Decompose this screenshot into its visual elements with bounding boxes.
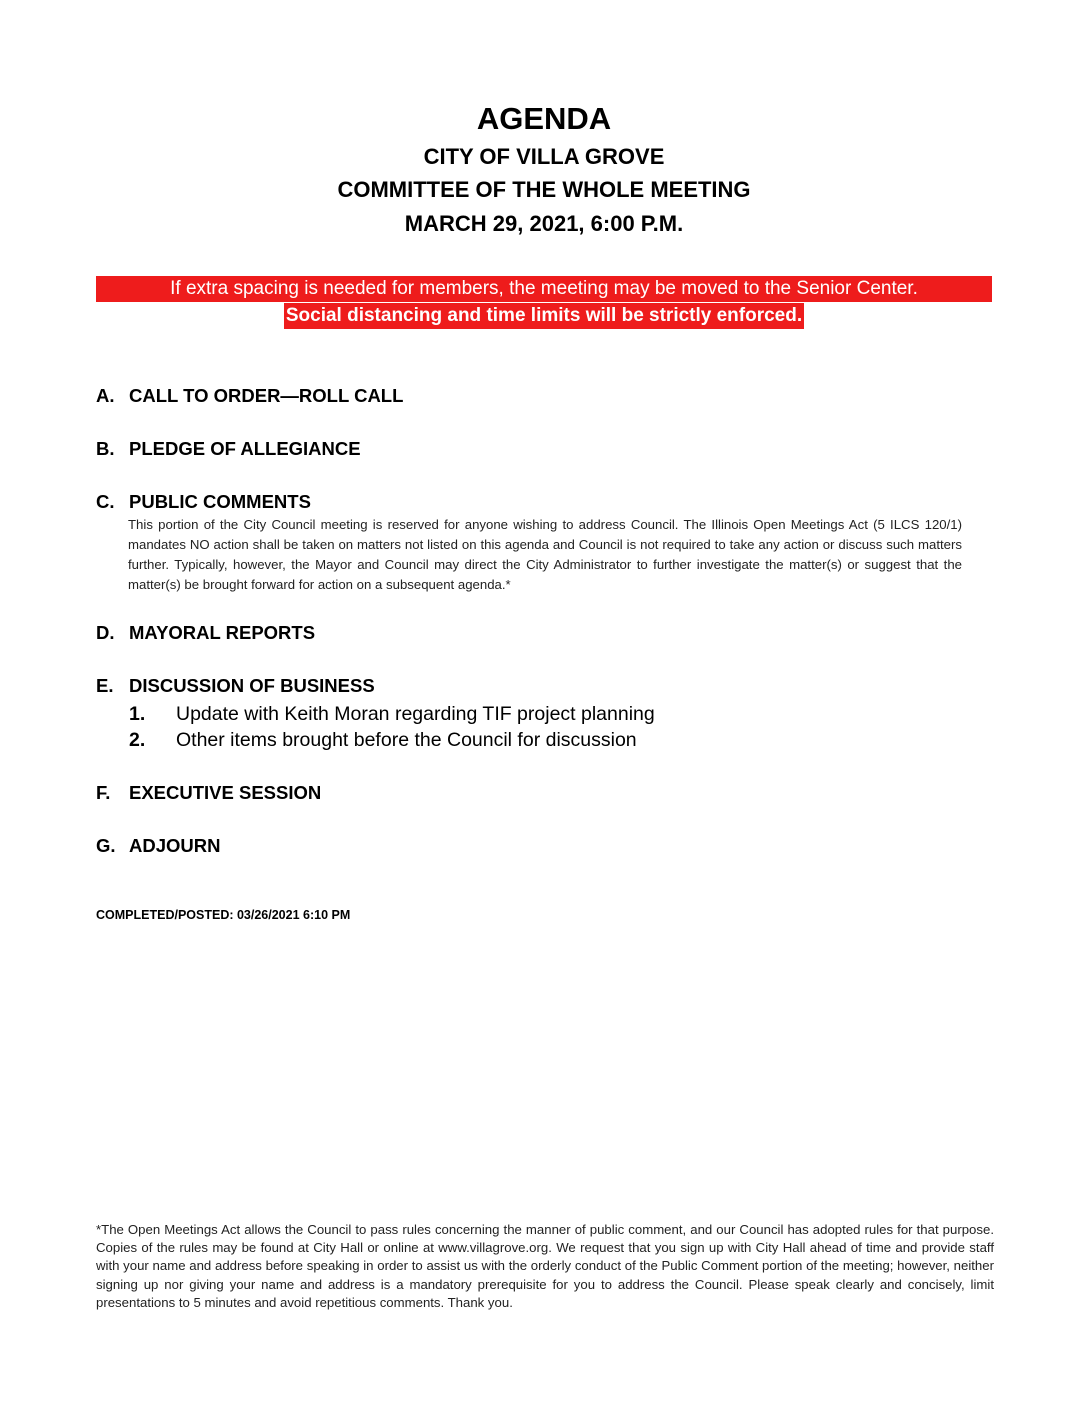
notice-banner-line1: If extra spacing is needed for members, the meeting may be moved to the Senior Center. (96, 276, 992, 302)
public-comments-description: This portion of the City Council meeting is reserved for anyone wishing to address Council. The Illinois Open Meetings Act (5 ILCS 120/1) mandates NO action shall be taken on matters not listed on this agenda and Council is not required to take any action or discuss such matters further. Typically, however, the Mayor and Council may direct the City Administrator to further investigate the matter(s) or suggest that the matter(s) be brought forward for action on a subsequent agenda.* (128, 517, 962, 592)
section-letter: C. (96, 491, 115, 512)
section-letter: G. (96, 835, 116, 856)
agenda-section-d (96, 620, 996, 646)
item-number: 2. (129, 729, 146, 751)
section-heading (96, 620, 996, 646)
meeting-name: COMMITTEE OF THE WHOLE MEETING (337, 177, 751, 202)
section-heading (96, 436, 996, 462)
section-heading (96, 780, 996, 806)
agenda-section-g (96, 833, 996, 859)
section-heading (96, 833, 996, 859)
section-letter: E. (96, 675, 114, 696)
section-letter: B. (96, 438, 115, 459)
list-item (129, 727, 996, 753)
notice-banner-line2-wrap (0, 303, 1088, 329)
agenda-section-c (96, 489, 996, 595)
list-item (129, 701, 996, 727)
section-title: EXECUTIVE SESSION (129, 782, 322, 803)
item-text: Update with Keith Moran regarding TIF project planning (176, 703, 655, 725)
section-title: MAYORAL REPORTS (129, 622, 316, 643)
agenda-section-a (96, 383, 996, 409)
item-number: 1. (129, 703, 146, 725)
item-text: Other items brought before the Council for discussion (176, 729, 637, 751)
section-letter: D. (96, 622, 115, 643)
meeting-date-time: MARCH 29, 2021, 6:00 P.M. (404, 211, 684, 236)
business-items-list (129, 701, 996, 753)
footnote: *The Open Meetings Act allows the Council to pass rules concerning the manner of public comment, and our Council has adopted rules for that purpose. Copies of the rules may be found at City Hall or online at www.villagrove.org. We request that you sign up with City Hall ahead of time and provide staff with your name and address before speaking in order to assist us with the orderly conduct of the Public Comment portion of the meeting; however, neither signing up nor giving your name and address is a mandatory prerequisite for you to address the Council. Please speak clearly and concisely, limit presentations to 5 minutes and avoid repetitious comments. Thank you. (96, 1222, 994, 1310)
posted-timestamp: COMPLETED/POSTED: 03/26/2021 6:10 PM (96, 908, 351, 922)
section-title: DISCUSSION OF BUSINESS (129, 675, 375, 696)
agenda-section-b (96, 436, 996, 462)
agenda-section-f (96, 780, 996, 806)
section-heading (96, 489, 996, 515)
city-name: CITY OF VILLA GROVE (423, 144, 665, 169)
section-title: ADJOURN (129, 835, 221, 856)
section-heading (96, 383, 996, 409)
section-title: PUBLIC COMMENTS (129, 491, 311, 512)
section-heading (96, 673, 996, 699)
agenda-section-e (96, 673, 996, 753)
section-letter: A. (96, 385, 115, 406)
section-title: PLEDGE OF ALLEGIANCE (129, 438, 361, 459)
section-letter: F. (96, 782, 111, 803)
page-title: AGENDA (476, 101, 612, 136)
section-title: CALL TO ORDER—ROLL CALL (129, 385, 404, 406)
notice-banner-line2: Social distancing and time limits will be strictly enforced. (284, 303, 804, 329)
